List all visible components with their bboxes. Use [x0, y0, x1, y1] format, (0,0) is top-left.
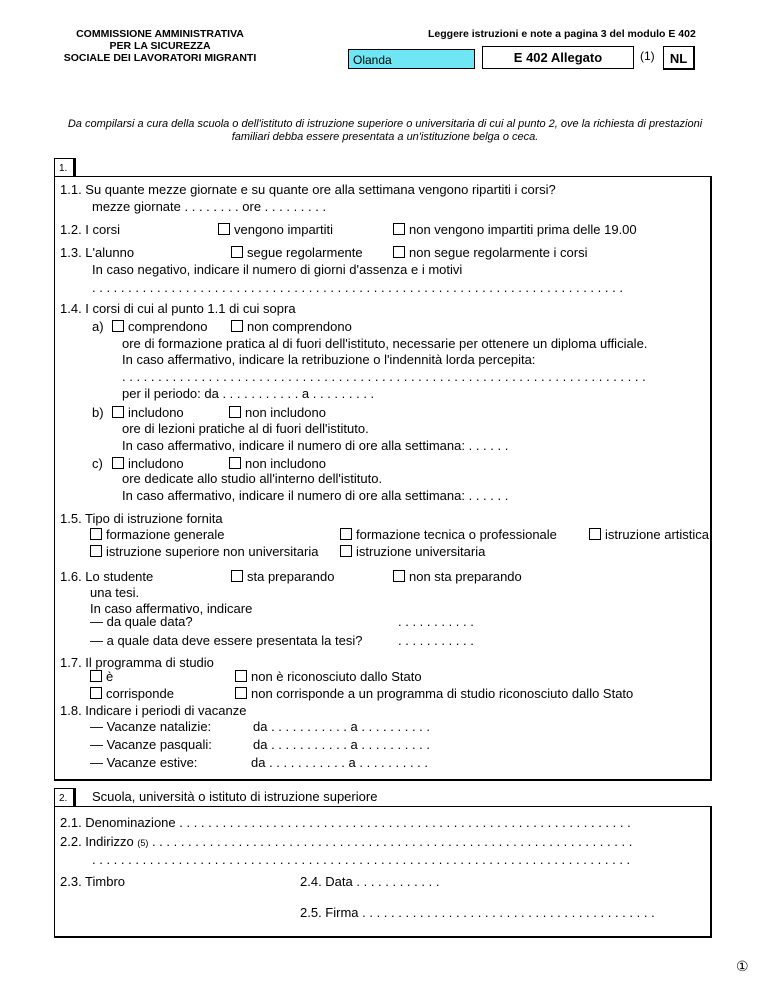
q1-7-option-3[interactable]: corrisponde: [90, 686, 174, 701]
q1-3-option-1[interactable]: segue regolarmente: [231, 245, 363, 260]
intro-text: Da compilarsi a cura della scuola o dell'istituto di istruzione superiore o universitaria di cui al punto 2, ove la richiesta di prestazioni familiari debba essere presentata a un'istituzione belga o ceca.: [67, 118, 703, 143]
q1-6-date-due[interactable]: . . . . . . . . . . .: [398, 633, 474, 648]
q2-1-denominazione[interactable]: 2.1. Denominazione . . . . . . . . . . . . . . . . . . . . . . . . . . . . . . . . . . . . . . . . . . . . . . . . . . . . . . . . . . . . . . .: [60, 815, 631, 830]
q1-5-option-2[interactable]: formazione tecnica o professionale: [340, 527, 557, 542]
q1-6-date-from[interactable]: . . . . . . . . . . .: [398, 614, 474, 629]
q1-4c-option-1[interactable]: includono: [112, 456, 184, 471]
q1-4a-period[interactable]: per il periodo: da . . . . . . . . . . . a . . . . . . . . .: [122, 386, 375, 401]
q1-4c-text-1: ore dedicate allo studio all'interno dell'istituto.: [122, 471, 383, 486]
vacation-easter-range[interactable]: da . . . . . . . . . . . a . . . . . . . . . .: [253, 737, 430, 752]
q1-6-option-2[interactable]: non sta preparando: [393, 569, 522, 584]
footnote-ref: (1): [640, 49, 655, 63]
q1-1-label: 1.1. Su quante mezze giornate e su quante ore alla settimana vengono ripartiti i corsi?: [60, 182, 556, 197]
q1-4c-text-2[interactable]: In caso affermativo, indicare il numero di ore alla settimana: . . . . . .: [122, 488, 509, 503]
checkbox[interactable]: [589, 528, 601, 540]
q1-6-option-1[interactable]: sta preparando: [231, 569, 334, 584]
q1-5-label: 1.5. Tipo di istruzione fornita: [60, 511, 223, 526]
q1-7-label: 1.7. Il programma di studio: [60, 655, 214, 670]
q1-3-answer[interactable]: . . . . . . . . . . . . . . . . . . . . . . . . . . . . . . . . . . . . . . . . . . . . . . . . . . . . . . . . . . . . . . . . . . . . . . . . . .: [92, 280, 623, 295]
q1-1-answer[interactable]: mezze giornate . . . . . . . . ore . . . . . . . . .: [92, 199, 327, 214]
vacation-summer-label: — Vacanze estive:: [90, 755, 198, 770]
q1-6-line-2: una tesi.: [90, 585, 140, 600]
checkbox[interactable]: [90, 545, 102, 557]
q1-4a-option-2[interactable]: non comprendono: [231, 319, 352, 334]
checkbox[interactable]: [112, 320, 124, 332]
checkbox[interactable]: [393, 223, 405, 235]
q1-7-option-2[interactable]: non è riconosciuto dallo Stato: [235, 669, 422, 684]
vacation-christmas-label: — Vacanze natalizie:: [90, 719, 212, 734]
q1-4a-text-1: ore di formazione pratica al di fuori dell'istituto, necessarie per ottenere un diploma ufficiale.: [122, 336, 648, 351]
form-code: E 402 Allegato: [482, 46, 634, 69]
section-2-number: 2.: [54, 788, 76, 806]
q1-4-label: 1.4. I corsi di cui al punto 1.1 di cui sopra: [60, 301, 296, 316]
q1-5-option-5[interactable]: istruzione universitaria: [340, 544, 485, 559]
q1-5-option-4[interactable]: istruzione superiore non universitaria: [90, 544, 318, 559]
instructions-note: Leggere istruzioni e note a pagina 3 del modulo E 402: [428, 28, 696, 40]
checkbox[interactable]: [229, 457, 241, 469]
q1-4b-option-2[interactable]: non includono: [229, 405, 326, 420]
checkbox[interactable]: [229, 406, 241, 418]
q1-4b-label: b): [92, 405, 104, 420]
checkbox[interactable]: [393, 570, 405, 582]
q1-3-label: 1.3. L'alunno: [60, 245, 135, 260]
country-field[interactable]: Olanda: [348, 49, 475, 69]
checkbox[interactable]: [235, 670, 247, 682]
q1-4b-text-2[interactable]: In caso affermativo, indicare il numero di ore alla settimana: . . . . . .: [122, 438, 509, 453]
q1-6-line-3: In caso affermativo, indicare: [90, 601, 253, 616]
q1-6-line-4: — da quale data?: [90, 614, 193, 629]
section-1-number: 1.: [54, 158, 76, 176]
checkbox[interactable]: [218, 223, 230, 235]
checkbox[interactable]: [235, 687, 247, 699]
q1-3-note: In caso negativo, indicare il numero di giorni d'assenza e i motivi: [92, 262, 463, 277]
org-line-2: PER LA SICUREZZA: [109, 40, 211, 52]
vacation-christmas-range[interactable]: da . . . . . . . . . . . a . . . . . . . . . .: [253, 719, 430, 734]
q1-2-option-1[interactable]: vengono impartiti: [218, 222, 333, 237]
q1-4c-option-2[interactable]: non includono: [229, 456, 326, 471]
q1-4a-answer[interactable]: . . . . . . . . . . . . . . . . . . . . . . . . . . . . . . . . . . . . . . . . . . . . . . . . . . . . . . . . . . . . . . . . . . . . . . . . .: [122, 369, 646, 384]
vacation-easter-label: — Vacanze pasquali:: [90, 737, 212, 752]
checkbox[interactable]: [231, 320, 243, 332]
q1-4c-label: c): [92, 456, 103, 471]
q1-4a-text-2: In caso affermativo, indicare la retribuzione o l'indennità lorda percepita:: [122, 352, 536, 367]
checkbox[interactable]: [112, 406, 124, 418]
country-code-box: NL: [663, 46, 695, 70]
q1-4a-label: a): [92, 319, 104, 334]
q1-2-option-2[interactable]: non vengono impartiti prima delle 19.00: [393, 222, 637, 237]
q2-2-indirizzo[interactable]: 2.2. Indirizzo (5) . . . . . . . . . . . . . . . . . . . . . . . . . . . . . . . . . . . . . . . . . . . . . . . . . . . . . . . . . . . . . . . . . . .: [60, 834, 633, 849]
q1-2-label: 1.2. I corsi: [60, 222, 120, 237]
checkbox[interactable]: [231, 570, 243, 582]
page-number: ①: [736, 958, 749, 974]
section-2-title: Scuola, università o istituto di istruzione superiore: [92, 789, 378, 804]
q2-2-indirizzo-line-2[interactable]: . . . . . . . . . . . . . . . . . . . . . . . . . . . . . . . . . . . . . . . . . . . . . . . . . . . . . . . . . . . . . . . . . . . . . . . . . . .: [92, 852, 631, 867]
checkbox[interactable]: [393, 246, 405, 258]
q2-4-data[interactable]: 2.4. Data . . . . . . . . . . . .: [300, 874, 440, 889]
org-line-1: COMMISSIONE AMMINISTRATIVA: [76, 28, 244, 40]
checkbox[interactable]: [112, 457, 124, 469]
checkbox[interactable]: [340, 528, 352, 540]
org-line-3: SOCIALE DEI LAVORATORI MIGRANTI: [63, 52, 257, 64]
checkbox[interactable]: [231, 246, 243, 258]
checkbox[interactable]: [90, 687, 102, 699]
checkbox[interactable]: [340, 545, 352, 557]
q1-4a-option-1[interactable]: comprendono: [112, 319, 208, 334]
checkbox[interactable]: [90, 670, 102, 682]
q1-4b-option-1[interactable]: includono: [112, 405, 184, 420]
issuing-commission: [40, 28, 280, 64]
q1-5-option-1[interactable]: formazione generale: [90, 527, 225, 542]
q1-6-line-5: — a quale data deve essere presentata la tesi?: [90, 633, 363, 648]
q1-7-option-4[interactable]: non corrisponde a un programma di studio riconosciuto dallo Stato: [235, 686, 633, 701]
q1-8-label: 1.8. Indicare i periodi di vacanze: [60, 703, 247, 718]
q1-5-option-3[interactable]: istruzione artistica: [589, 527, 709, 542]
q1-7-option-1[interactable]: è: [90, 669, 113, 684]
q2-5-firma[interactable]: 2.5. Firma . . . . . . . . . . . . . . . . . . . . . . . . . . . . . . . . . . . . . . . . .: [300, 905, 655, 920]
vacation-summer-range[interactable]: da . . . . . . . . . . . a . . . . . . . . . .: [251, 755, 428, 770]
q2-3-timbro: 2.3. Timbro: [60, 874, 126, 889]
q1-6-label: 1.6. Lo studente: [60, 569, 154, 584]
q1-4b-text-1: ore di lezioni pratiche al di fuori dell'istituto.: [122, 421, 369, 436]
footnote-5: (5): [137, 838, 149, 848]
q1-3-option-2[interactable]: non segue regolarmente i corsi: [393, 245, 588, 260]
checkbox[interactable]: [90, 528, 102, 540]
